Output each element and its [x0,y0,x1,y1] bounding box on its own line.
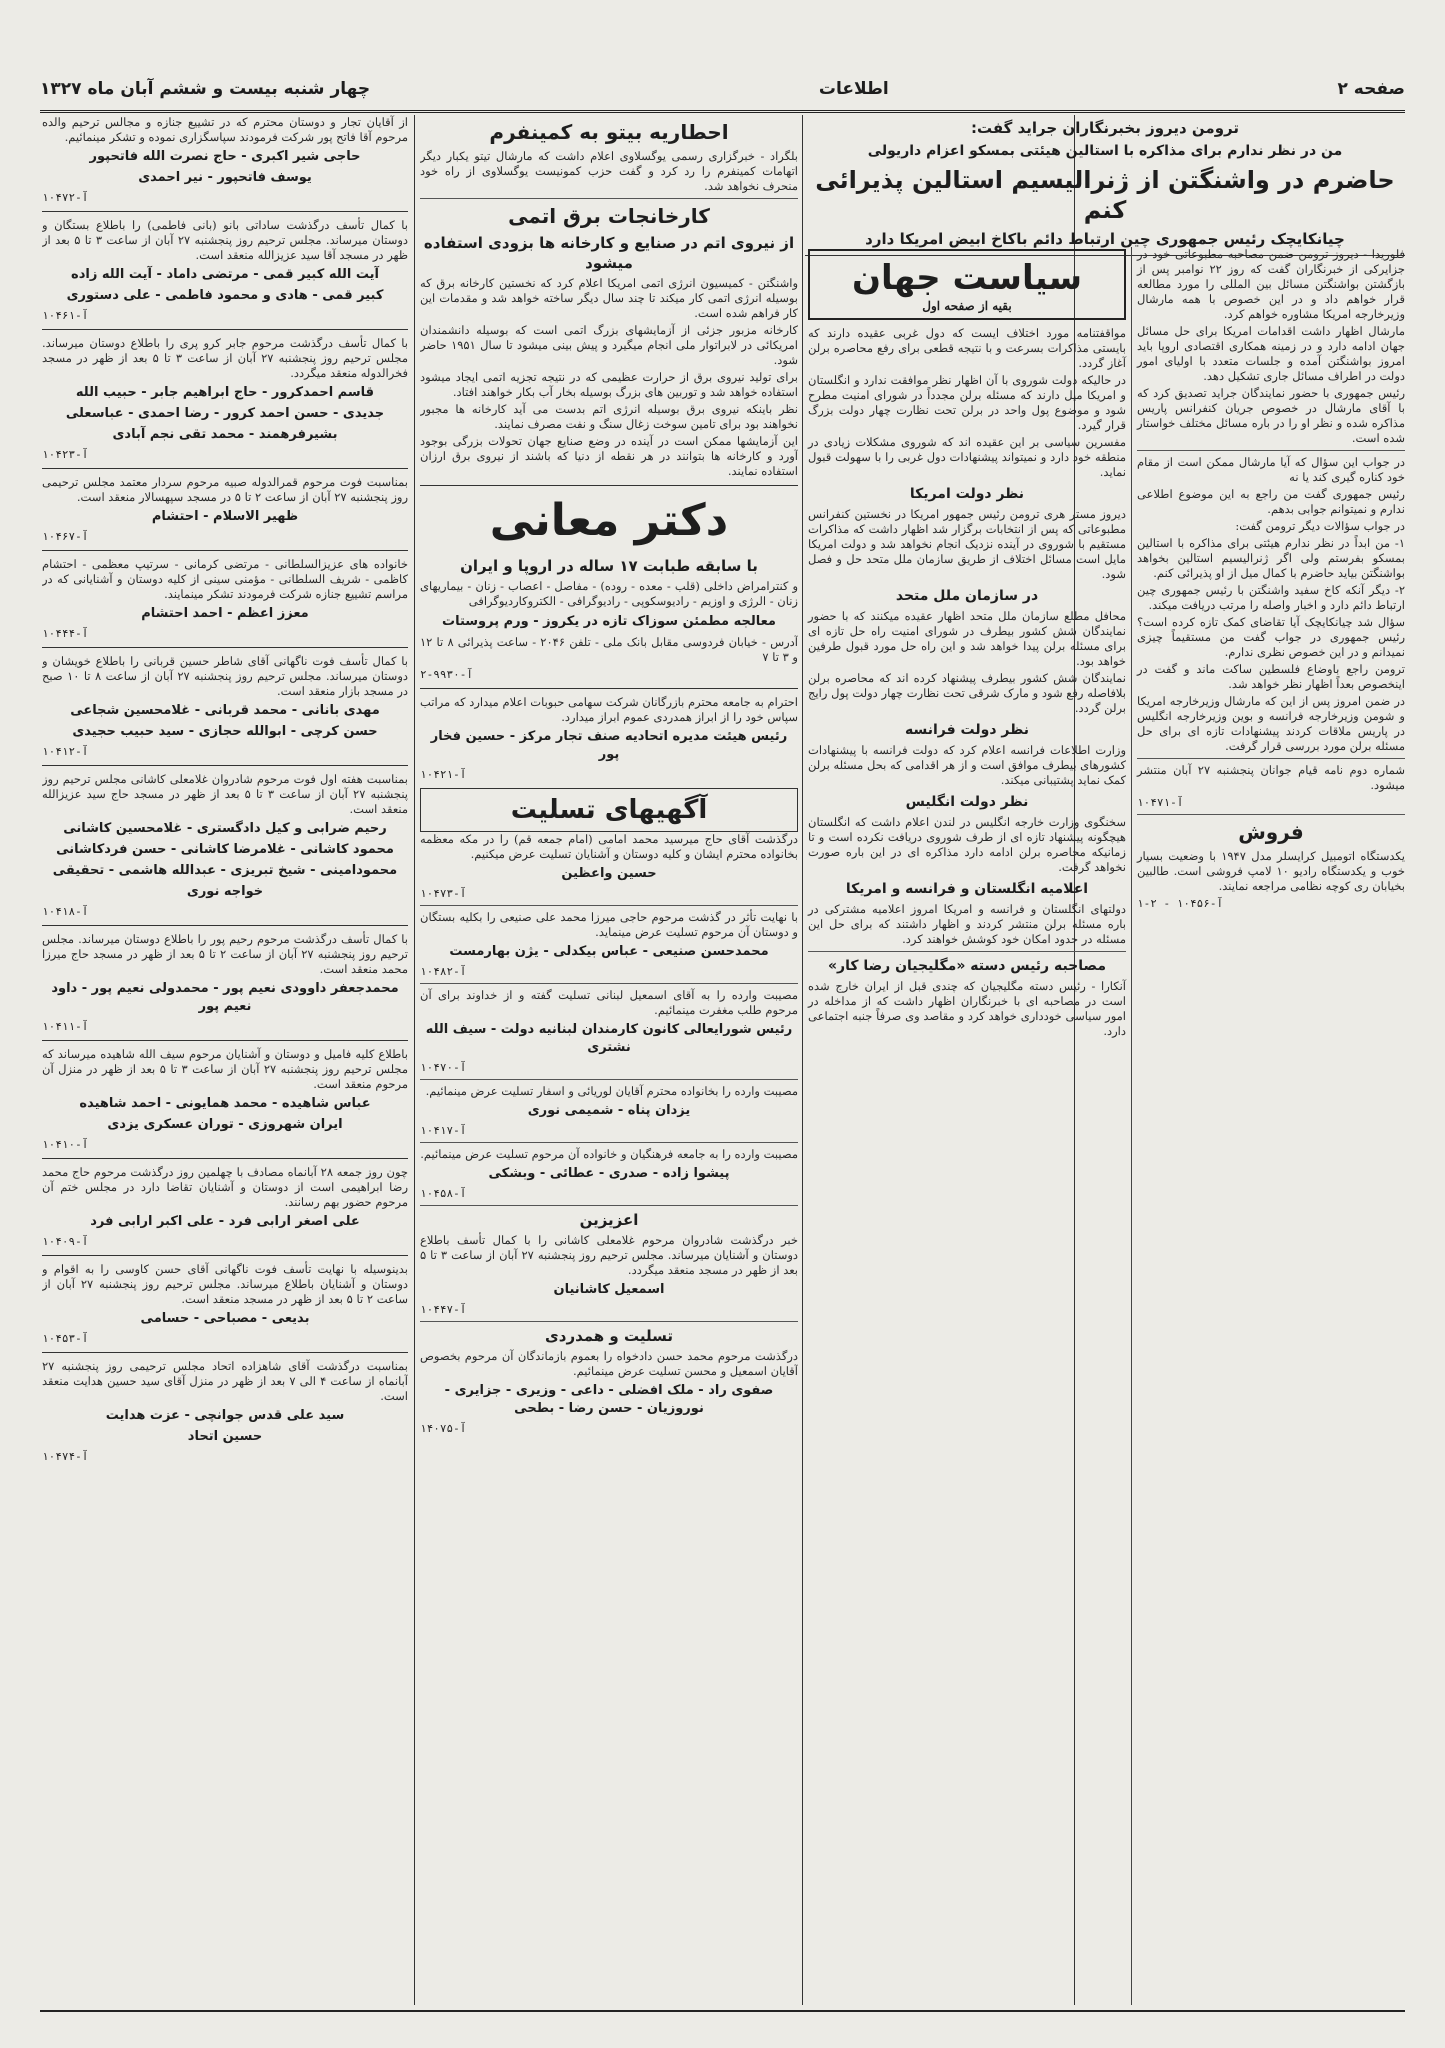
notice: شماره دوم نامه قیام جوانان پنجشنبه ۲۷ آبان منتشر میشود. [1137,763,1405,792]
subhead: در سازمان ملل متحد [895,588,1039,604]
column-middle [420,115,798,2005]
ad-code: آ-۱۰۴۵۳ [42,1332,89,1345]
condolence-ads-title: آگهیهای تسلیت [510,795,708,825]
headline: کارخانجات برق اتمی [508,204,710,228]
doctor-ad-address: آدرس - خیابان فردوسی مقابل بانک ملی - تلفن ۲۰۴۶ - ساعت پذیرائی ۸ تا ۱۲ و ۳ تا ۷ [420,635,798,664]
paragraph: درگذشت آقای حاج میرسید محمد امامی (امام جمعه قم) را در مکه معظمه بخانواده محترم ایشان و کلیه دوستان و آشنایان تسلیت عرض میکنیم. [420,832,798,861]
paragraph: کارخانه مزبور جزئی از آزمایشهای بزرگ اتمی است که بوسیله دانشمندان امریکائی در لابراتوار ملی انجام میگیرد و پیش بینی میشود تا سال ۱۹۵۱ حاضر شود. [420,323,798,367]
ad-names: ایران شهروزی - توران عسکری یزدی [107,1117,343,1132]
paragraph: وزارت اطلاعات فرانسه اعلام کرد که دولت فرانسه با پیشنهادات کشورهای بیطرف موافق است و از هر اقدامی که بحل مسئله برلن کمک نماید پشتیبانی میکند. [808,743,1126,787]
paragraph: رئیس جمهوری با حضور نمایندگان جراید تصدیق کرد که با آقای مارشال در خصوص جریان کنفرانس پاریس مذاکره شده و نظر او را در باره مسائل مختلف خواستار شده است. [1137,386,1405,445]
subhead: نظر دولت فرانسه [905,722,1029,738]
lead-paragraph: فلوریدا - دیروز ترومن ضمن مصاحبه مطبوعاتی خود در جزایرکی از خبرنگاران گفت که روز ۲۲ نوامبر پس از بازگشتن بواشنگتن مسائل بین المللی را مورد مطالعه قرار خواهم داد و در این خصوص با همه مارشال وزیرخارجه امریکا مشاوره خواهم کرد. [1137,247,1405,321]
page-number: صفحه ۲ [1337,79,1405,99]
ad-code: آ-۱۰۴۴۴ [42,627,89,640]
ad-code: آ-۱۰۴۱۱ [42,1020,89,1033]
ad-names: محمدحسن صنیعی - عباس بیکدلی - یژن بهارمست [449,944,769,959]
headline: احطاریه بیتو به کمینفرم [489,120,729,144]
headline-sub: از نیروی اتم در صنایع و کارخانه ها بزودی استفاده میشود [423,234,795,272]
ad-names: محمدجعفر داوودی نعیم پور - محمدولی نعیم پور - داود نعیم پور [51,981,399,1014]
world-politics-box [808,249,1126,320]
doctor-ad-title: دکتر معانی [489,495,729,546]
ad-names: خواجه نوری [186,884,264,899]
paragraph: در جواب سؤالات دیگر ترومن گفت: [1235,519,1405,533]
paragraph: در ضمن امروز پس از این که مارشال وزیرخارجه امریکا و شومن وزیرخارجه فرانسه و بوین وزیرخارجه انگلیس در پاریس ملاقات کردند پیشنهادات تازه ای برای حل مسئله برلن مورد بررسی قرار گرفت. [1137,694,1405,753]
ad-names: قاسم احمدکرور - حاج ابراهیم جابر - حبیب الله [75,385,375,400]
ad-code: آ-۱۰۴۰۹ [42,1235,89,1248]
lead-story-header [805,115,1405,262]
paragraph: مصیبت وارده را به آقای اسمعیل لبنانی تسلیت گفته و از خداوند برای آن مرحوم طلب مغفرت مینمائیم. [420,988,798,1017]
ad-code: آ-۱۰۴۱۸ [42,905,89,918]
date-line: چهار شنبه بیست و ششم آبان ماه ۱۳۲۷ [40,79,371,99]
paragraph: باطلاع کلیه فامیل و دوستان و آشنایان مرحوم سیف الله شاهیده میرساند که مجلس ترحیم روز پنجشنبه ۲۷ آبان از ساعت ۳ تا ۵ بعد از ظهر در منزل آن مرحوم منعقد است. [42,1047,408,1091]
paragraph: احترام به جامعه محترم بازرگانان شرکت سهامی حبوبات اعلام میدارد که مراتب سپاس خود را از ابراز همدردی عموم ابراز میدارد. [420,695,798,724]
ad-names: یوسف فاتحپور - نیر احمدی [138,170,312,185]
sale-title: فروش [1238,820,1304,844]
condolence-ads-box [420,788,798,832]
sale-text: یکدستگاه اتومبیل کرایسلر مدل ۱۹۴۷ با وضعیت بسیار خوب و یکدستگاه رادیو ۱۰ لامپ فروشی است. طالبین بخیابان ری کوچه نظامی مراجعه نمایند. [1137,849,1405,893]
column-rule [414,115,415,2005]
bottom-rule [40,2010,1405,2012]
ad-code: آ-۱۰۴۸۲ [420,965,467,978]
headline-line2: من در نظر ندارم برای مذاکره با استالین هیئتی بمسکو اعزام داریولی [867,143,1343,159]
column-rule [802,115,803,2005]
paragraph: از آقایان تجار و دوستان محترم که در تشییع جنازه و مجالس ترحیم والده مرحوم آقا فاتح پور شرکت فرمودند سپاسگزاری نموده و تشکر مینمائیم. [42,115,408,144]
headline-sub: چیانکایچک رئیس جمهوری چین ارتباط دائم باکاخ ابیض امریکا دارد [865,230,1345,248]
paragraph: ۲- دیگر آنکه کاخ سفید واشنگتن با رئیس جمهوری چین ارتباط دائم دارد و اخبار واصله را مرتب دریافت میکند. [1137,583,1405,612]
ad-names: علی اصغر ارابی فرد - علی اکبر ارابی فرد [90,1214,360,1229]
paragraph: بلگراد - خبرگزاری رسمی یوگسلاوی اعلام داشت که مارشال تیتو یکبار دیگر اتهامات کمینفرم را رد کرد و گفت حزب کمونیست یوگسلاوی از راه خود منحرف نخواهد شد. [420,149,798,193]
paragraph: چون روز جمعه ۲۸ آبانماه مصادف با چهلمین روز درگذشت مرحوم حاج محمد رضا ابراهیمی است از دوستان و آشنایان تقاضا دارد در مجلس ختم آن مرحوم حضور بهم رسانند. [42,1165,408,1209]
ad-code: آ-۱۰۴۵۶ - ۲-۱ [1137,897,1224,910]
continued-label: بقیه از صفحه اول [922,299,1012,313]
paragraph: بدینوسیله با نهایت تأسف فوت ناگهانی آقای حسن کاوسی را به اقوام و دوستان و آشنایان باطلاع میرساند. مجلس ترحیم روز پنجشنبه ۲۷ آبان از ساعت ۲ تا ۵ بعد از ظهر در مسجد منعقد است. [42,1262,408,1306]
paragraph: بمناسبت هفته اول فوت مرحوم شادروان غلامعلی کاشانی مجلس ترحیم روز پنجشنبه ۲۷ آبان از ساعت ۳ تا ۵ بعد از ظهر در مسجد حاج سید عزیزالله منعقد است. [42,772,408,816]
paragraph: مصیبت وارده را به جامعه فرهنگیان و خانواده آن مرحوم تسلیت عرض مینمائیم. [420,1147,798,1161]
ad-names: کبیر قمی - هادی و محمود فاطمی - علی دستوری [66,288,384,303]
headline-main: حاضرم در واشنگتن از ژنرالیسیم استالین پذیرائی کنم [815,166,1395,224]
ad-code: آ-۱۰۴۷۳ [420,887,467,900]
ad-code: آ-۱۰۴۵۸ [420,1187,467,1200]
ad-names: اسمعیل کاشانیان [553,1282,665,1297]
headline-top: ترومن دیروز بخبرنگاران جراید گفت: [970,119,1240,137]
subhead: مصاحبه رئیس دسته «مگلیجیان رضا کار» [827,958,1106,974]
paragraph: محافل مطلع سازمان ملل متحد اظهار عقیده میکنند که با حضور نمایندگان شش کشور بیطرف در شورای امنیت راه حل تازه ای برای مسئله برلن پیدا خواهد شد و این راه حل مورد قبول طرفین خواهد بود. [808,609,1126,668]
paragraph: ۱- من ابداً در نظر ندارم هیئتی برای مذاکره با استالین بمسکو بفرستم ولی اگر ژنرالیسیم استالین بخواهد بواشنگتن بیاید حاضرم با کمال میل از او پذیرائی کنم. [1137,536,1405,580]
ad-names: مهدی بانانی - محمد قربانی - غلامحسین شجاعی [70,703,380,718]
ad-code: آ-۱۰۴۲۳ [42,448,89,461]
paragraph: دیروز مستر هری ترومن رئیس جمهور امریکا در نخستین کنفرانس مطبوعاتی که پس از انتخابات برگزار شد اظهار داشت که مذاکرات مستقیم با شوروی در آینده نزدیک انجام نخواهد شد و دولت امریکا مایل است مسائل اختلاف از طریق سازمان ملل متحد حل و فصل شود. [808,507,1126,581]
paragraph: خانواده های عزیزالسلطانی - مرتضی کرمانی - سرتیپ معظمی - احتشام کاظمی - شریف السلطانی - مؤمنی سینی از کلیه دوستان و آشنایانی که در مراسم تشییع جنازه شرکت فرمودند تشکر مینمایند. [42,557,408,601]
paragraph: مصیبت وارده را بخانواده محترم آقایان لوریائی و اسفار تسلیت عرض مینمائیم. [425,1084,798,1098]
subhead: نظر دولت انگلیس [905,794,1029,810]
paragraph: با کمال تأسف فوت ناگهانی آقای شاطر حسین قربانی را باطلاع خویشان و دوستان میرساند. مجلس ترحیم روز پنجشنبه ۲۷ آبان از ساعت ۸ تا ۱۰ صبح در مسجد بازار منعقد است. [42,654,408,698]
ad-code: آ-۱۰۴۶۱ [42,309,89,322]
paragraph: در جواب این سؤال که آیا مارشال ممکن است از مقام خود کناره گیری کند یا نه [1137,455,1405,484]
ad-names: یزدان پناه - شمیمی نوری [527,1103,691,1118]
ad-names: پیشوا زاده - صدری - عطائی - وبشکی [488,1166,730,1181]
paragraph: دولتهای انگلستان و فرانسه و امریکا امروز اعلامیه مشترکی در باره مسئله برلن منتشر کردند و اظهار داشتند که برای حل این مسئله در حدود امکان خود کوشش خواهند کرد. [808,902,1126,946]
ad-code: آ-۱۰۴۶۷ [42,530,89,543]
paragraph: نظر باینکه نیروی برق بوسیله انرژی اتم بدست می آید کارخانه ها مجبور نخواهند بود برای تامین سوخت زغال سنگ و نفت مصرف نمایند. [420,402,798,431]
world-politics-section [808,245,1126,1041]
ad-names: حسن کرچی - ابوالله حجازی - سید حبیب حجیدی [72,724,378,739]
paragraph: با نهایت تأثر در گذشت مرحوم حاجی میرزا محمد علی صنیعی را بکلیه بستگان و دوستان آن مرحوم تسلیت عرض مینماید. [420,910,798,939]
ad-code: آ-۱۰۴۷۲ [42,191,89,204]
paragraph: درگذشت مرحوم محمد حسن دادخواه را بعموم بازماندگان آن مرحوم بخصوص آقایان اسمعیل و محسن تسلیت عرض مینمائیم. [420,1349,798,1378]
ad-names: بدیعی - مصباحی - حسامی [140,1311,310,1326]
ad-code: آ-۱۰۴۱۲ [42,745,89,758]
headline: اعزیزین [579,1211,639,1229]
ad-names: محمودامینی - شیخ تبریزی - عبدالله هاشمی - تحقیقی [52,863,398,878]
paragraph: سؤال شد چیانکایچک آیا تقاضای کمک تازه کرده است؟ رئیس جمهوری در جواب گفت من مستقیماً چیزی نمیدانم و در این خصوص نظری ندارم. [1137,615,1405,659]
paragraph: برای تولید نیروی برق از حرارت عظیمی که در نتیجه تجزیه اتمی ایجاد میشود استفاده خواهد شد و توربین های بزرگ بوسیله بخار آب بکار خواهند افتاد. [420,370,798,399]
paragraph: سخنگوی وزارت خارجه انگلیس در لندن اعلام داشت که انگلستان هیچگونه پیشنهاد تازه ای از طرف شوروی دریافت نکرده است و تا زمانیکه محاصره برلن ادامه دارد مذاکره ای در این باره صورت نخواهد گرفت. [808,815,1126,874]
paragraph: بمناسبت درگذشت آقای شاهزاده اتحاد مجلس ترحیمی روز پنجشنبه ۲۷ آبانماه از ساعت ۴ الی ۷ بعد از ظهر در منزل آقای سید حسین هدایت منعقد است. [42,1359,408,1403]
ad-names: صفوی راد - ملک افضلی - داعی - وزیری - جزایری - نوروزیان - حسن رضا - بطحی [444,1383,774,1416]
paragraph: با کمال تأسف درگذشت مرحوم رحیم پور را باطلاع دوستان میرساند. مجلس ترحیم روز پنجشنبه ۲۷ آبان از ساعت ۲ تا ۵ بعد از ظهر در مسجد حاج میرزا محمد منعقد است. [42,932,408,976]
subhead: اعلامیه انگلستان و فرانسه و امریکا [845,881,1089,897]
ad-code: آ-۱۰۴۱۰ [42,1138,89,1151]
paragraph: در حالیکه دولت شوروی با آن اظهار نظر موافقت ندارد و انگلستان و امریکا میل دارند که مسئله برلن مجدداً در شورای امنیت مطرح شود و موضوع پول واحد در برلن تحت نظارت چهار دولت بزرگ قرار گیرد. [808,373,1126,432]
doctor-ad-subtitle2: معالجه مطمئن سوزاک تازه در یکروز - ورم پروستات [442,614,776,629]
ad-names: ظهیر الاسلام - احتشام [151,509,299,524]
masthead [40,68,1405,113]
ad-names: عباس شاهیده - محمد همایونی - احمد شاهیده [79,1096,371,1111]
ad-names: سید علی قدس جوانچی - عزت هدایت [105,1408,345,1423]
ad-names: بشیرفرهمند - محمد تقی نجم آبادی [112,427,338,442]
paragraph: با کمال تأسف درگذشت ساداتی بانو (بانی فاطمی) را باطلاع بستگان و دوستان میرساند. مجلس ترحیم روز پنجشنبه ۲۷ آبان از ساعت ۳ تا ۵ بعد از ظهر در مسجد آقا سید عزیزالله منعقد است. [42,218,408,262]
ad-names: آیت الله کبیر قمی - مرتضی داماد - آیت الله زاده [71,267,379,282]
paragraph: واشنگتن - کمیسیون انرژی اتمی امریکا اعلام کرد که نخستین کارخانه برق که بوسیله انرژی اتمی کار میکند تا چند سال دیگر ساخته خواهد شد و مقدمات این کار فراهم شده است. [420,276,798,320]
ad-code: آ-۱۴۰۷۵ [420,1422,467,1435]
ad-names: رئیس شورایعالی کانون کارمندان لبنانیه دولت - سیف الله نشتری [425,1022,793,1055]
paragraph: مفسرین سیاسی بر این عقیده اند که شوروی مشکلات زیادی در منطقه خود دارد و نمیتواند پیشنهادات دول غربی را با سهولت قبول نماید. [808,435,1126,479]
ad-names: محمود کاشانی - غلامرضا کاشانی - حسن فردکاشانی [56,842,394,857]
ad-code: آ-۱۰۴۷۱ [1137,796,1184,809]
ad-names: حاجی شیر اکبری - حاج نصرت الله فاتحپور [89,149,361,164]
paragraph: خبر درگذشت شادروان مرحوم غلامعلی کاشانی را با کمال تأسف باطلاع دوستان و آشنایان میرساند. مجلس ترحیم روز پنجشنبه ۲۷ آبان از ساعت ۳ تا ۵ بعد از ظهر در مسجد منعقد میگردد. [420,1233,798,1277]
ad-code: آ-۹۹۳۰-۲ [420,668,473,681]
ad-code: آ-۱۰۴۱۷ [420,1124,467,1137]
lead-story-body [1137,247,1405,911]
paper-name: اطلاعات [818,79,889,99]
ad-code: آ-۱۰۴۷۰ [420,1061,467,1074]
ad-code: آ-۱۰۴۴۷ [420,1303,467,1316]
doctor-ad-subtitle: با سابقه طبابت ۱۷ ساله در اروپا و ایران [460,557,758,575]
column-world-news [805,115,1405,2005]
paragraph: مارشال اظهار داشت اقدامات امریکا برای حل مسائل جهان ادامه دارد و در زمینه همکاری اقتصادی اروپا باید امروز بواشنگتن آمده و جلسات متعدد با اولیای امور دولت در اطراف مسائل جاری تشکیل دهد. [1137,324,1405,383]
ad-names: جدیدی - حسن احمد کرور - رضا احمدی - عباسعلی [65,406,385,421]
paragraph: آنکارا - رئیس دسته مگلیجیان که چندی قبل از ایران خارج شده است در مصاحبه ای با خبرنگاران اظهار داشت که از مداخله در امور سیاسی خودداری خواهد کرد و مقاصد وی صرفاً جنبه اجتماعی دارد. [808,979,1126,1038]
doctor-ad-text: و کنترامراض داخلی (قلب - معده - روده) - مفاصل - اعصاب - زنان - بیماریهای زنان - الرژی و اوزیم - رادیوسکوپی - رادیوگرافی - الکتروکاردیوگرافی [420,579,798,608]
ad-code: آ-۱۰۴۲۱ [420,768,467,781]
column-notices [42,115,408,2005]
subhead: نظر دولت امریکا [909,486,1025,502]
ad-names: حسین واعظین [561,866,657,881]
paragraph: ترومن راجع باوضاع فلسطین ساکت ماند و گفت در اینخصوص بعداً اظهار نظر خواهد شد. [1137,662,1405,691]
headline: تسلیت و همدردی [545,1327,673,1345]
ad-names: حسین اتحاد [187,1429,263,1444]
ad-names: معزز اعظم - احمد احتشام [141,606,309,621]
paragraph: رئیس جمهوری گفت من راجع به این موضوع اطلاعی ندارم و نمیتوانم جوابی بدهم. [1137,487,1405,516]
paragraph: با کمال تأسف درگذشت مرحوم جابر کرو پری را باطلاع دوستان میرساند. مجلس ترحیم روز پنجشنبه ۲۷ آبان از ساعت ۳ تا ۵ بعد از ظهر در مسجد فخرالدوله منعقد میگردد. [42,336,408,380]
paragraph: نمایندگان شش کشور بیطرف پیشنهاد کرده اند که محاصره برلن بلافاصله رفع شود و مارک شرقی تحت نظارت چهار دولت پول رایج برلن گردد. [808,671,1126,715]
paragraph: مواقفتنامه مورد اختلاف ایست که دول غربی عقیده دارند که بایستی مذاکرات بسرعت و با نتیجه قطعی برای رفع محاصره برلن آغاز گردد. [808,326,1126,370]
ad-names: رئیس هیئت مدیره اتحادیه صنف تجار مرکز - حسین فخار پور [430,729,788,762]
ad-names: رحیم ضرابی و کیل دادگستری - غلامحسین کاشانی [63,821,387,836]
ad-code: آ-۱۰۴۷۴ [42,1450,89,1463]
world-politics-title: سیاست جهان [851,258,1083,298]
paragraph: بمناسبت فوت مرحوم قمرالدوله صبیه مرحوم سردار معتمد مجلس ترحیمی روز پنجشنبه ۲۷ آبان از ساعت ۲ تا ۵ در مسجد سپهسالار منعقد است. [42,475,408,504]
paragraph: این آزمایشها ممکن است در آینده در وضع صنایع جهان تحولات بزرگی بوجود آورد و کارخانه ها بتوانند در هر نقطه از دنیا که باشند از نیروی برق ارزان استفاده نمایند. [420,434,798,478]
